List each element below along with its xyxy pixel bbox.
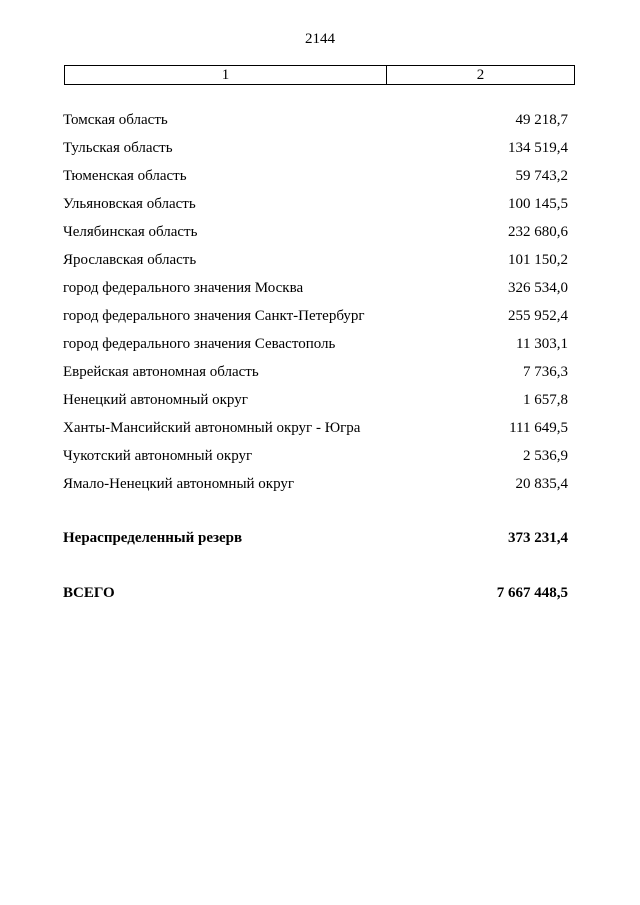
region-list [63,111,568,503]
table-row [63,195,568,223]
region-name: Ненецкий автономный округ [63,392,248,408]
region-name: Ямало-Ненецкий автономный округ [63,476,295,492]
region-name: город федерального значения Москва [63,280,304,296]
region-name: Ярославская область [63,252,197,268]
region-amount: 7 736,3 [523,364,568,380]
page-number: 2144 [305,31,335,47]
region-amount: 1 657,8 [523,392,568,408]
region-name: Ханты-Мансийский автономный округ - Югра [63,420,361,436]
region-amount: 111 649,5 [509,420,568,436]
table-row [63,447,568,475]
region-amount: 20 835,4 [515,476,568,492]
table-row [63,335,568,363]
region-amount: 2 536,9 [523,448,568,464]
table-row [63,363,568,391]
reserve-amount: 373 231,4 [508,530,568,546]
column-header-table [64,65,575,85]
region-amount: 100 145,5 [508,196,568,212]
region-name: Челябинская область [63,224,198,240]
column-header-1: 1 [65,66,387,84]
table-row [63,419,568,447]
total-row [63,584,568,602]
table-row [63,167,568,195]
region-name: Тульская область [63,140,173,156]
table-row [63,223,568,251]
table-row [63,391,568,419]
region-name: Еврейская автономная область [63,364,259,380]
region-amount: 59 743,2 [515,168,568,184]
region-amount: 326 534,0 [508,280,568,296]
table-row [63,307,568,335]
region-name: Ульяновская область [63,196,196,212]
reserve-row [63,529,568,547]
region-name: Тюменская область [63,168,187,184]
region-name: Томская область [63,112,168,128]
region-amount: 101 150,2 [508,252,568,268]
table-row [63,279,568,307]
table-row [63,475,568,503]
region-name: город федерального значения Санкт-Петербург [63,308,365,324]
reserve-label: Нераспределенный резерв [63,530,243,546]
table-row [63,251,568,279]
table-row [63,111,568,139]
total-amount: 7 667 448,5 [496,585,568,601]
region-amount: 11 303,1 [516,336,568,352]
region-amount: 49 218,7 [515,112,568,128]
region-name: Чукотский автономный округ [63,448,253,464]
region-amount: 255 952,4 [508,308,568,324]
table-row [63,139,568,167]
region-amount: 134 519,4 [508,140,568,156]
column-header-2: 2 [476,67,485,83]
region-amount: 232 680,6 [508,224,568,240]
region-name: город федерального значения Севастополь [63,336,336,352]
total-label: ВСЕГО [63,585,115,601]
